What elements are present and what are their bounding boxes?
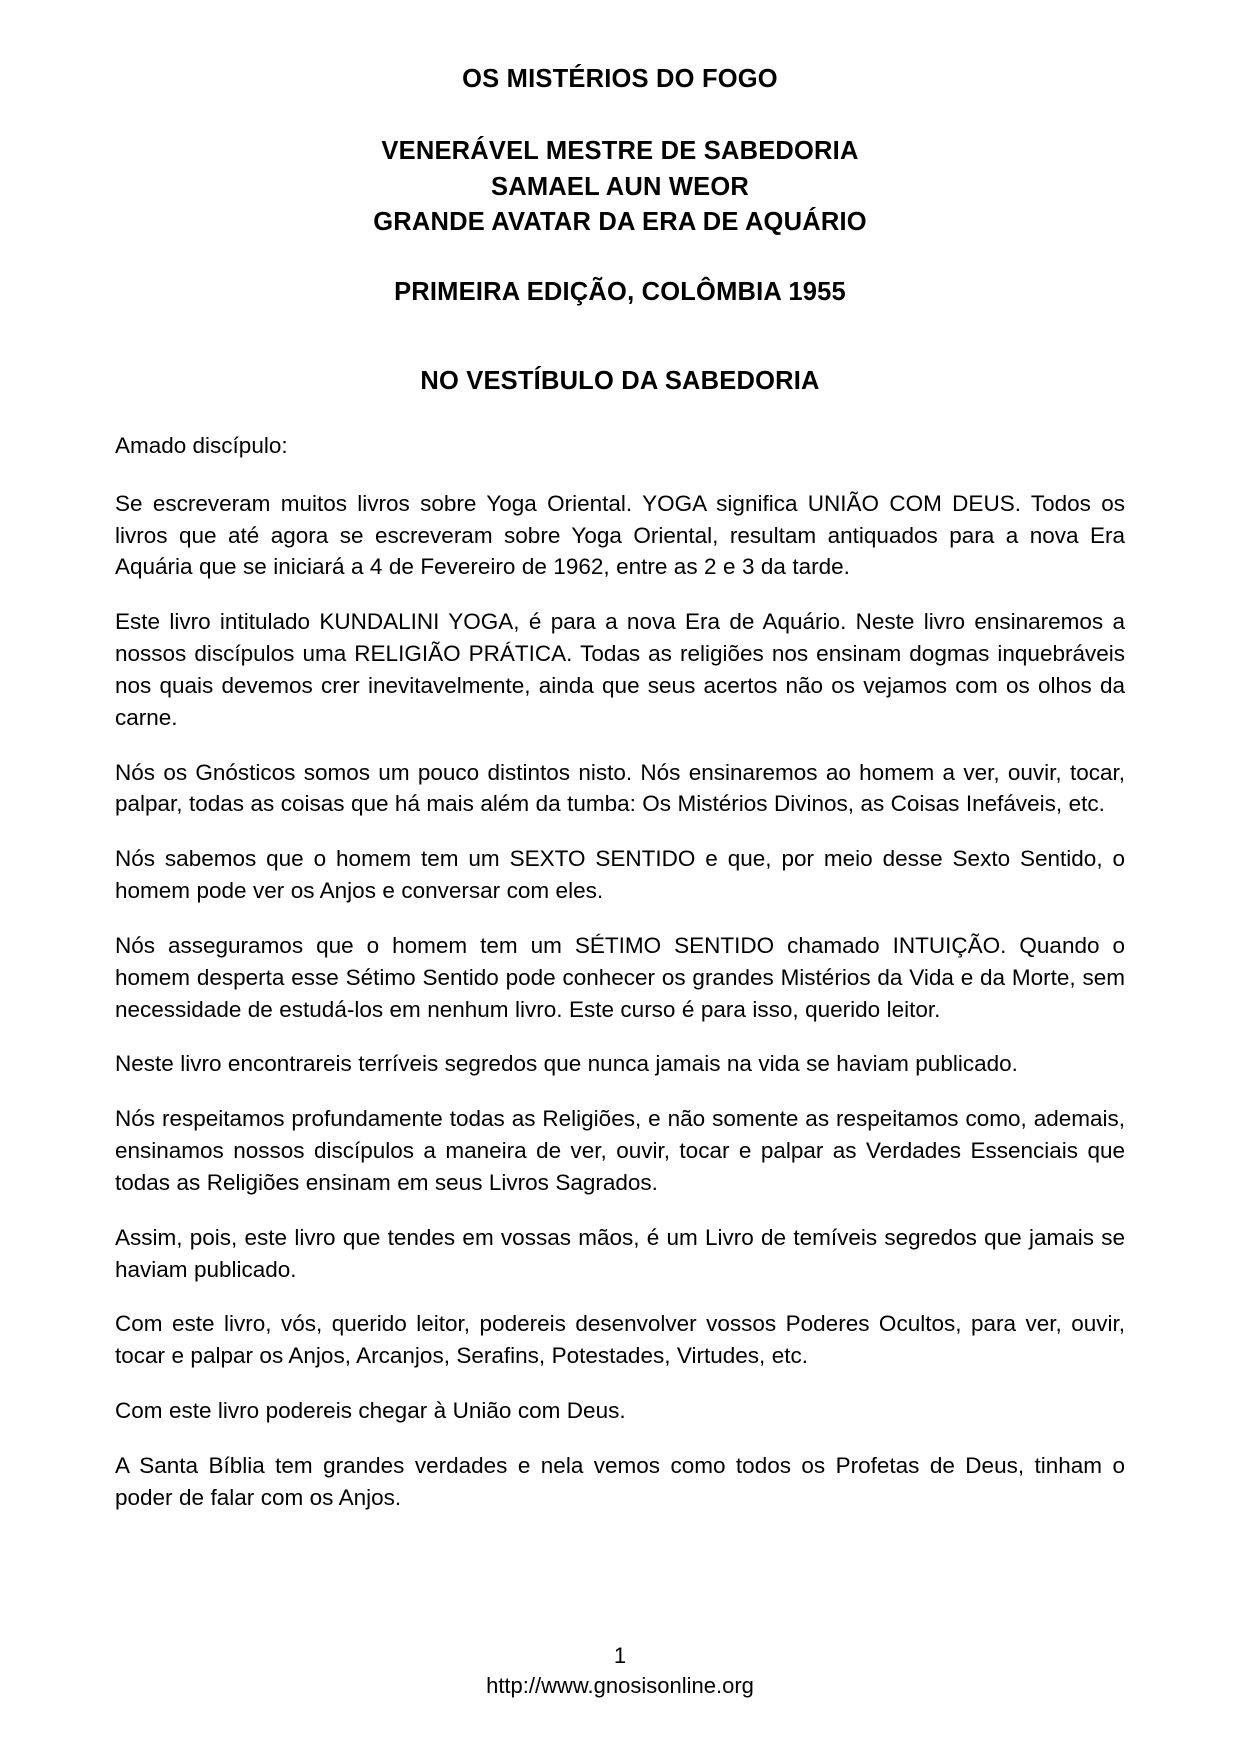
paragraph: Neste livro encontrareis terríveis segredos que nunca jamais na vida se haviam publicado.	[115, 1051, 1018, 1077]
page-footer	[0, 1642, 1240, 1699]
paragraph: Com este livro, vós, querido leitor, podereis desenvolver vossos Poderes Ocultos, para ver, ouvir, tocar e palpar os Anjos, Arcanjos, Serafins, Potestades, Virtudes, etc.	[115, 1311, 1125, 1369]
paragraph: Nós respeitamos profundamente todas as Religiões, e não somente as respeitamos como, ademais, ensinamos nossos discípulos a maneira de ver, ouvir, tocar e palpar as Verdades Essenciais que todas as Religiões ensinam em seus Livros Sagrados.	[115, 1106, 1125, 1195]
subtitle-line-3: GRANDE AVATAR DA ERA DE AQUÁRIO	[373, 207, 867, 236]
page-number: 1	[613, 1643, 627, 1668]
edition-line: PRIMEIRA EDIÇÃO, COLÔMBIA 1955	[394, 277, 846, 306]
salutation: Amado discípulo:	[115, 432, 288, 458]
title-block	[115, 62, 1125, 396]
body-text	[115, 430, 1125, 1514]
section-title: NO VESTÍBULO DA SABEDORIA	[420, 366, 820, 395]
author-block	[115, 134, 1125, 240]
subtitle-line-2: SAMAEL AUN WEOR	[491, 172, 749, 201]
paragraph: Nós asseguramos que o homem tem um SÉTIMO SENTIDO chamado INTUIÇÃO. Quando o homem desperta esse Sétimo Sentido pode conhecer os grandes Mistérios da Vida e da Morte, sem necessidade de estudá-los em nenhum livro. Este curso é para isso, querido leitor.	[115, 932, 1125, 1022]
paragraph: Assim, pois, este livro que tendes em vossas mãos, é um Livro de temíveis segredos que jamais se haviam publicado.	[115, 1224, 1125, 1282]
paragraph: Com este livro podereis chegar à União com Deus.	[115, 1398, 626, 1424]
paragraph: A Santa Bíblia tem grandes verdades e nela vemos como todos os Profetas de Deus, tinham o poder de falar com os Anjos.	[115, 1452, 1125, 1510]
paragraph: Este livro intitulado KUNDALINI YOGA, é para a nova Era de Aquário. Neste livro ensinaremos a nossos discípulos uma RELIGIÃO PRÁTICA. Todas as religiões nos ensinam dogmas inquebráveis nos quais devemos crer inevitavelmente, ainda que seus acertos não os vejamos com os olhos da carne.	[115, 609, 1125, 730]
footer-url: http://www.gnosisonline.org	[486, 1672, 754, 1698]
subtitle-line-1: VENERÁVEL MESTRE DE SABEDORIA	[381, 137, 859, 166]
paragraph: Se escreveram muitos livros sobre Yoga Oriental. YOGA significa UNIÃO COM DEUS. Todos os livros que até agora se escreveram sobre Yoga Oriental, resultam antiquados para a nova Era Aquária que se iniciará a 4 de Fevereiro de 1962, entre as 2 e 3 da tarde.	[115, 490, 1125, 580]
page-title: OS MISTÉRIOS DO FOGO	[462, 65, 778, 93]
paragraph: Nós os Gnósticos somos um pouco distintos nisto. Nós ensinaremos ao homem a ver, ouvir, tocar, palpar, todas as coisas que há mais além da tumba: Os Mistérios Divinos, as Coisas Inefáveis, etc.	[115, 759, 1125, 817]
paragraph: Nós sabemos que o homem tem um SEXTO SENTIDO e que, por meio desse Sexto Sentido, o homem pode ver os Anjos e conversar com eles.	[115, 846, 1125, 904]
